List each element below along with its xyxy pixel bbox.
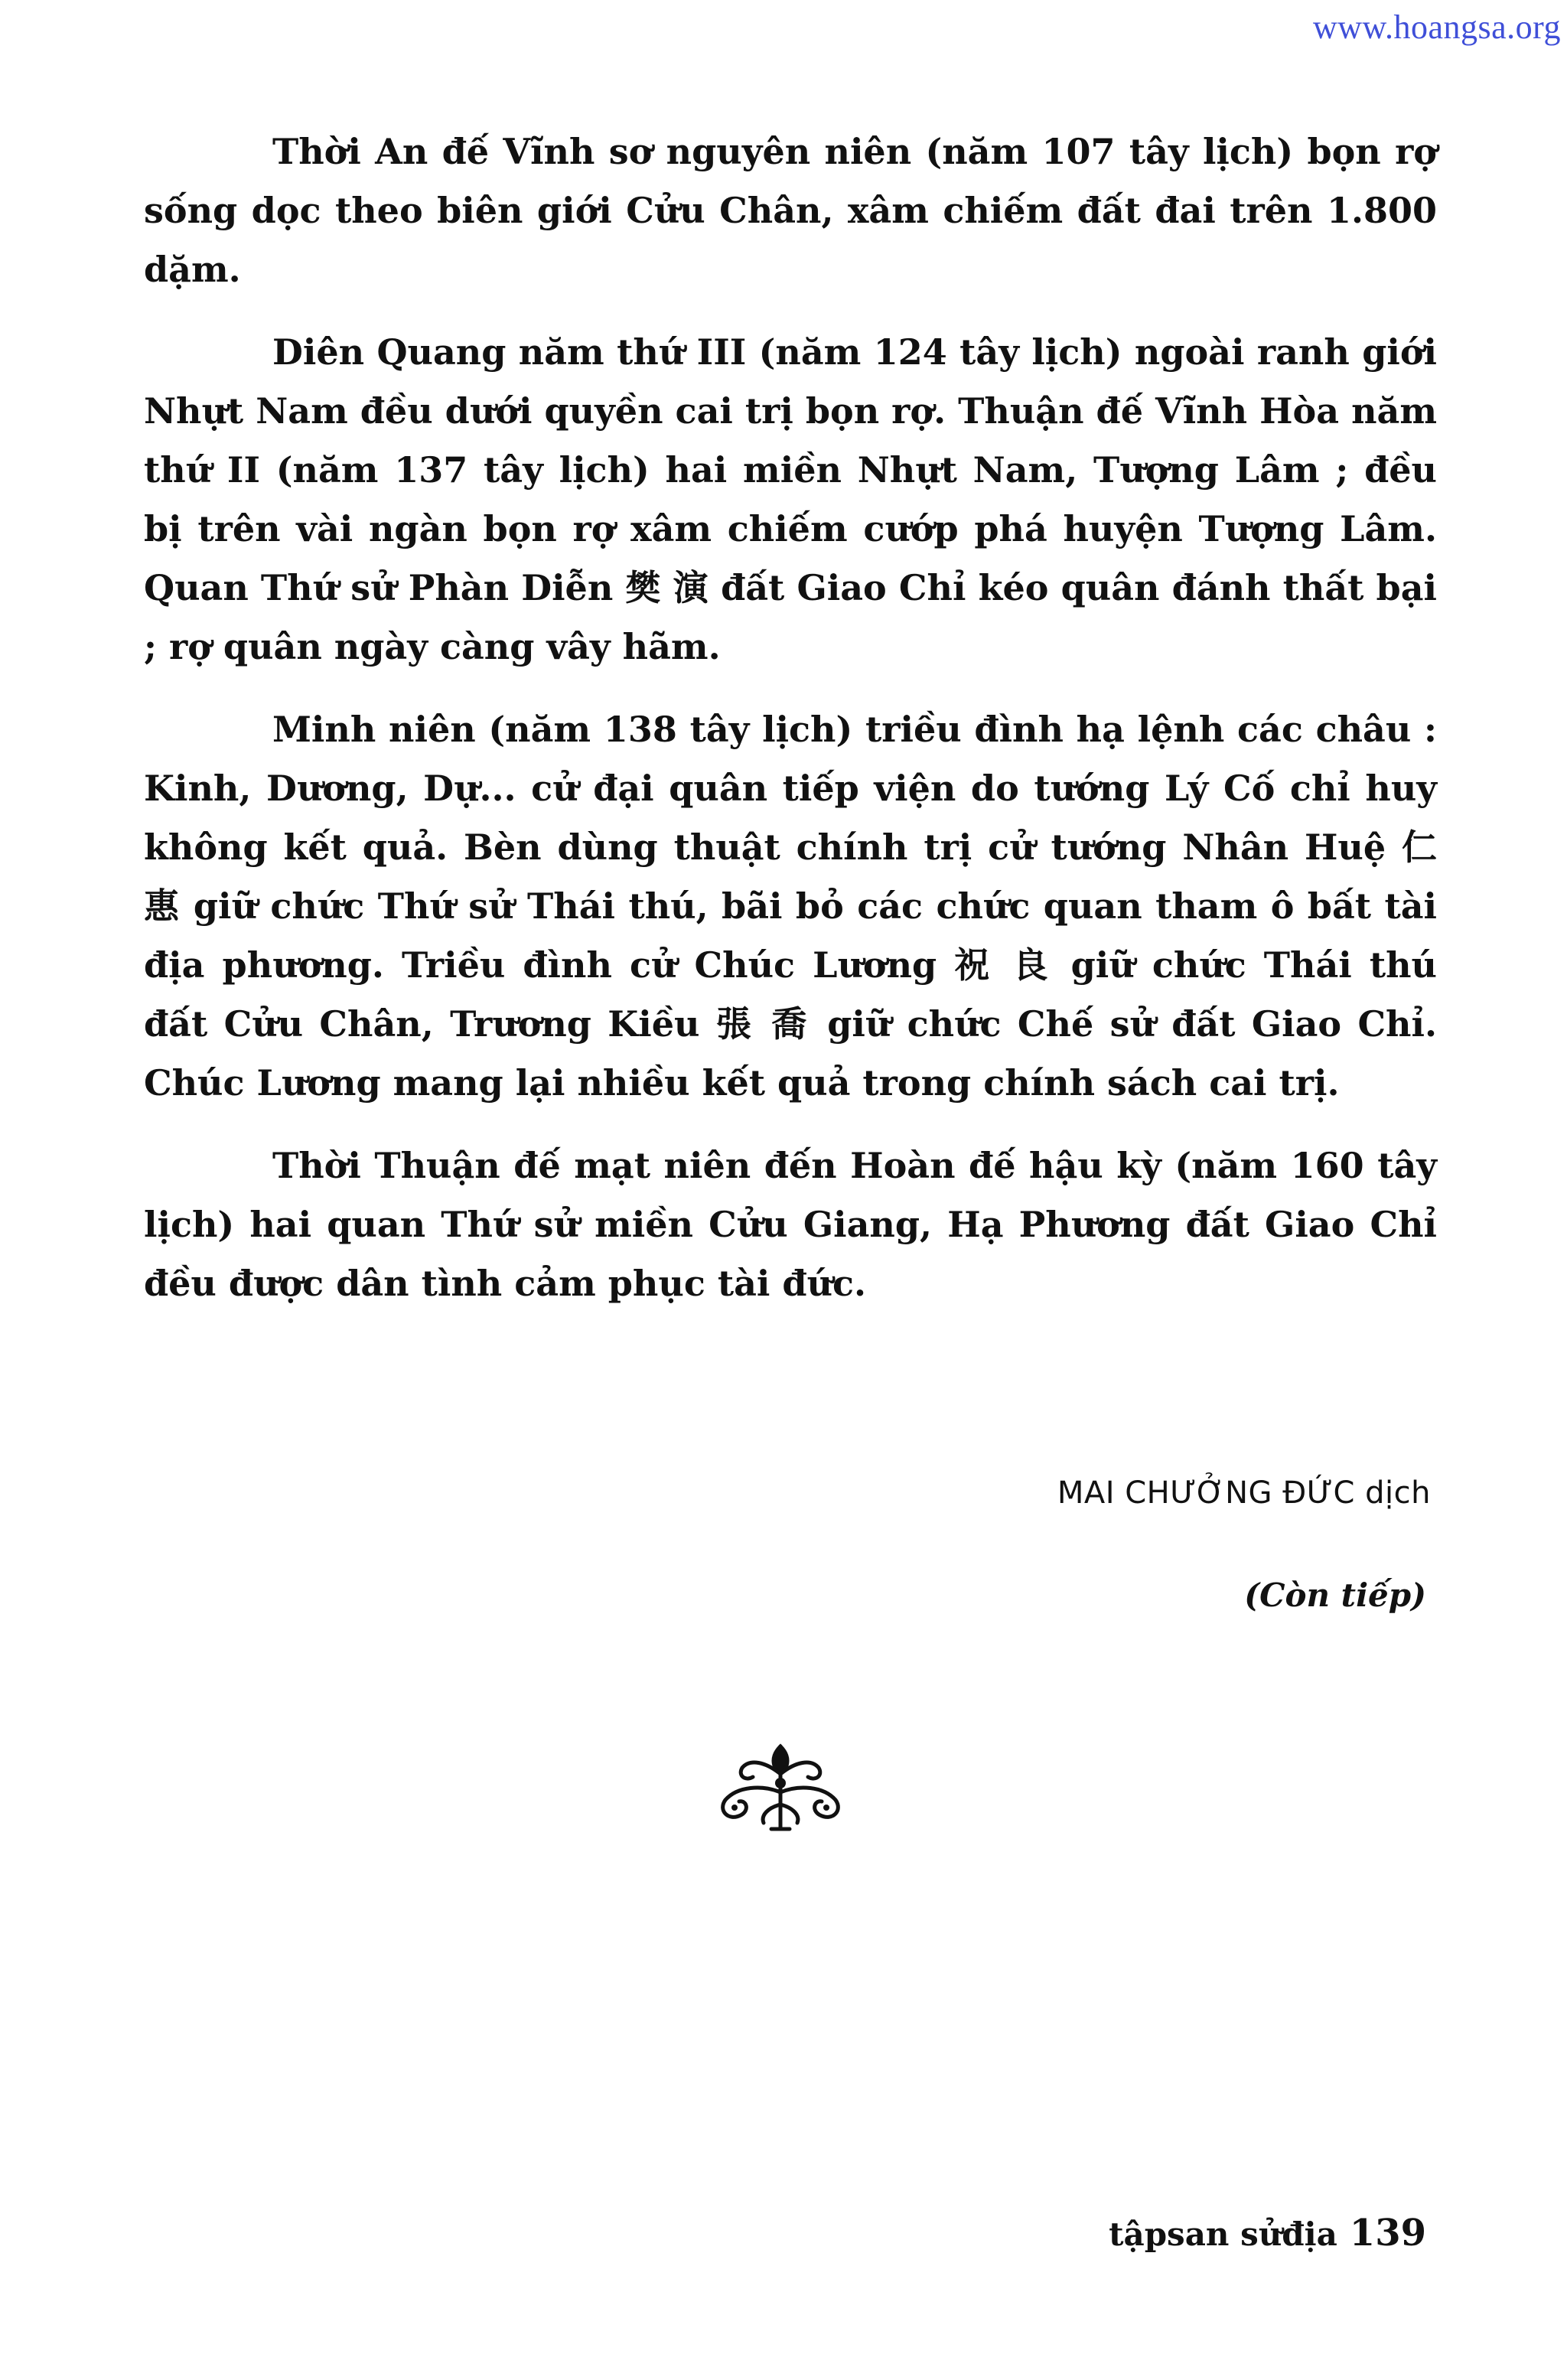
magazine-title: tậpsan sửđịa — [1109, 2215, 1337, 2253]
paragraph: Minh niên (năm 138 tây lịch) triều đình hạ lệnh các châu : Kinh, Dương, Dự... cử đại quân tiếp viện do tướng Lý Cố chỉ huy không kết quả. Bèn dùng thuật chính trị cử tướng Nhân Huệ 仁 惠 giữ chức Thứ sử Thái thú, bãi bỏ các chức quan tham ô bất tài địa phương. Triều đình cử Chúc Lương 祝 良 giữ chức Thái thú đất Cửu Chân, Trương Kiều 張 喬 giữ chức Chế sử đất Giao Chỉ. Chúc Lương mang lại nhiều kết quả trong chính sách cai trị. — [144, 709, 1437, 1104]
paragraph: Diên Quang năm thứ III (năm 124 tây lịch) ngoài ranh giới Nhựt Nam đều dưới quyền cai trị bọn rợ. Thuận đế Vĩnh Hòa năm thứ II (năm 137 tây lịch) hai miền Nhựt Nam, Tượng Lâm ; đều bị trên vài ngàn bọn rợ xâm chiếm cướp phá huyện Tượng Lâm. Quan Thứ sử Phàn Diễn 樊 演 đất Giao Chỉ kéo quân đánh thất bại ; rợ quân ngày càng vây hãm. — [144, 331, 1437, 667]
page-number: 139 — [1349, 2212, 1426, 2254]
paragraph: Thời An đế Vĩnh sơ nguyên niên (năm 107 tây lịch) bọn rợ sống dọc theo biên giới Cửu Chân, xâm chiếm đất đai trên 1.800 dặm. — [144, 131, 1437, 290]
continued-note: (Còn tiếp) — [1244, 1576, 1426, 1614]
translator-credit: MAI CHƯỞNG ĐỨC dịch — [1057, 1475, 1431, 1511]
paragraph: Thời Thuận đế mạt niên đến Hoàn đế hậu kỳ (năm 160 tây lịch) hai quan Thứ sử miền Cửu Giang, Hạ Phương đất Giao Chỉ đều được dân tình cảm phục tài đức. — [144, 1145, 1437, 1304]
watermark-link[interactable]: www.hoangsa.org — [1312, 8, 1561, 46]
article-body — [144, 122, 1437, 1337]
page-footer — [1109, 2212, 1426, 2254]
fleuron-ornament-icon — [712, 1731, 849, 1838]
